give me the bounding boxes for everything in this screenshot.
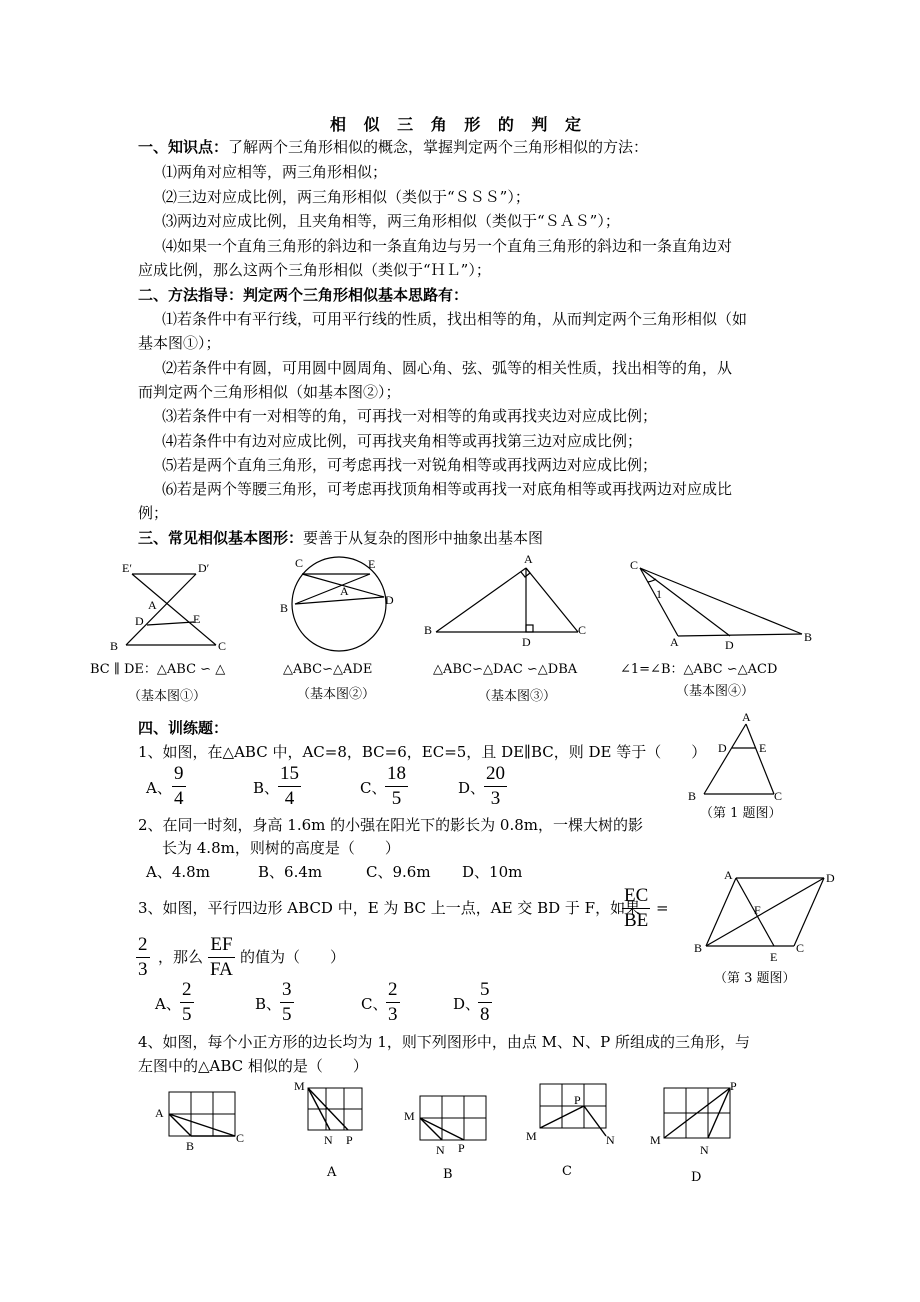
fig1-label-d-prime: D′ xyxy=(198,561,210,575)
q3-fraction-ec-be xyxy=(622,886,650,931)
fig3-label-d: D xyxy=(522,635,531,649)
fig1-label-b: B xyxy=(110,639,119,653)
q4-choice-b-grid[interactable] xyxy=(400,1090,500,1160)
q3-label-d: D xyxy=(826,871,835,885)
fig4-label-one: 1 xyxy=(656,587,662,601)
q4-choice-c-label: C xyxy=(562,1164,572,1179)
q1-option-d-label: D、 xyxy=(458,779,486,797)
section1-item: ⑴两角对应相等，两三角形相似； xyxy=(162,163,388,181)
q3-fraction-ef-fa-den: FA xyxy=(210,959,233,980)
section1-item: ⑵三边对应成比例，两三角形相似（类似于“ＳＳＳ”）； xyxy=(162,188,530,206)
fig1-caption: BC ∥ DE：△ABC ∽ △ xyxy=(90,662,226,677)
q3-label-a: A xyxy=(724,868,733,882)
section1-item: ⑶两边对应成比例，且夹角相等，两三角形相似（类似于“ＳＡＳ”）； xyxy=(162,212,620,230)
fig1-label-e-prime: E′ xyxy=(122,561,132,575)
q1-option-c-den: 5 xyxy=(391,788,402,809)
q3-option-d-num: 5 xyxy=(478,980,492,1003)
q3-equals: = xyxy=(656,899,669,917)
q2-option-b: B、6.4m xyxy=(258,863,323,881)
q3-option-b-den: 5 xyxy=(282,1004,292,1025)
q1-option-b-num: 15 xyxy=(278,764,301,787)
q3-option-a-fraction xyxy=(180,980,194,1025)
fig4-name: （基本图④） xyxy=(676,684,755,699)
q4-d-label-p: P xyxy=(730,1080,737,1093)
basic-figure-3 xyxy=(418,550,598,650)
basic-figure-2 xyxy=(272,552,402,662)
q1-label-b: B xyxy=(688,789,697,803)
section2-item: ⑴若条件中有平行线，可用平行线的性质，找出相等的角，从而判定两个三角形相似（如 xyxy=(162,310,748,328)
q3-stem2: ，那么 xyxy=(158,948,204,966)
q4-choice-d-label: D xyxy=(691,1170,702,1185)
q4-a-label-p: P xyxy=(346,1133,353,1147)
page-title: 相 似 三 角 形 的 判 定 xyxy=(330,115,587,134)
q1-label-c: C xyxy=(774,789,783,803)
fig4-label-d: D xyxy=(725,638,734,652)
q4-left-label-c: C xyxy=(236,1131,245,1145)
q4-line2: 左图中的△ABC 相似的是（ ） xyxy=(138,1057,368,1075)
q4-b-label-m: M xyxy=(404,1109,415,1123)
q4-choice-a-label: A xyxy=(327,1165,337,1180)
q3-label-b: B xyxy=(694,941,703,955)
q4-choice-a-grid[interactable] xyxy=(290,1076,380,1156)
q3-label-e: E xyxy=(770,950,778,964)
fig3-caption: △ABC∽△DAC ∽△DBA xyxy=(433,662,578,677)
q1-option-b-fraction xyxy=(278,764,301,809)
q4-d-label-n: N xyxy=(700,1143,709,1157)
fig3-label-b: B xyxy=(424,623,433,637)
fig3-label-c: C xyxy=(578,623,587,637)
q2-option-a: A、4.8m xyxy=(146,863,210,881)
q3-fraction-given-den: 3 xyxy=(138,959,148,980)
q3-option-c-num: 2 xyxy=(386,980,400,1003)
q1-label-a: A xyxy=(742,710,751,724)
section3-intro: 要善于从复杂的图形中抽象出基本图 xyxy=(303,529,544,547)
q3-label-f: F xyxy=(754,903,761,917)
q3-option-d-den: 8 xyxy=(480,1004,490,1025)
q1-option-a-den: 4 xyxy=(174,788,184,809)
q4-b-label-n: N xyxy=(436,1143,445,1157)
q1-option-d-num: 20 xyxy=(484,764,507,787)
q1-option-d-fraction xyxy=(484,764,507,809)
q3-fraction-ec-be-den: BE xyxy=(624,910,649,931)
q3-option-c-fraction xyxy=(386,980,400,1025)
q3-figure xyxy=(690,866,850,966)
q3-figure-caption: （第 3 题图） xyxy=(714,971,796,986)
section2-item: 基本图①）； xyxy=(138,334,221,352)
q3-stem3: 的值为（ ） xyxy=(240,948,346,966)
q1-label-e: E xyxy=(759,741,767,755)
q3-option-a-label: A、 xyxy=(155,995,181,1013)
q3-option-d-fraction xyxy=(478,980,492,1025)
q4-left-label-a: A xyxy=(155,1106,164,1120)
fig2-label-b: B xyxy=(280,601,289,615)
q2-line1: 2、在同一时刻，身高 1.6m 的小强在阳光下的影长为 0.8m，一棵大树的影 xyxy=(138,816,644,834)
fig2-label-a: A xyxy=(340,584,349,598)
q1-option-a-num: 9 xyxy=(172,764,186,787)
fig4-label-a: A xyxy=(670,635,679,649)
fig4-caption: ∠1=∠B：△ABC ∽△ACD xyxy=(620,662,778,677)
q2-option-d: D、10m xyxy=(462,863,523,881)
q4-choice-b-label: B xyxy=(443,1167,453,1182)
q1-option-b-label: B、 xyxy=(253,779,280,797)
q4-a-label-m: M xyxy=(294,1079,305,1093)
q1-figure-caption: （第 1 题图） xyxy=(700,806,782,821)
section2-item: ⑶若条件中有一对相等的角，可再找一对相等的角或再找夹边对应成比例； xyxy=(162,407,658,425)
section2-heading: 二、方法指导：判定两个三角形相似基本思路有： xyxy=(138,286,469,304)
q3-option-c-den: 3 xyxy=(388,1004,398,1025)
q1-option-a-fraction xyxy=(172,764,186,809)
q3-fraction-given xyxy=(136,935,150,980)
section2-item: ⑸若是两个直角三角形，可考虑再找一对锐角相等或再找两边对应成比例； xyxy=(162,456,658,474)
section3-line xyxy=(138,528,543,548)
q3-option-a-den: 5 xyxy=(182,1004,192,1025)
q3-option-c-label: C、 xyxy=(361,995,388,1013)
section1-item: ⑷如果一个直角三角形的斜边和一条直角边与另一个直角三角形的斜边和一条直角边对 xyxy=(162,237,733,255)
q1-option-c-num: 18 xyxy=(385,764,408,787)
q4-left-grid xyxy=(150,1082,260,1154)
fig3-name: （基本图③） xyxy=(478,689,557,704)
q3-fraction-ec-be-num: EC xyxy=(622,886,650,909)
q4-c-label-m: M xyxy=(526,1129,537,1143)
section2-item: 而判定两个三角形相似（如基本图②）； xyxy=(138,383,401,401)
q4-c-label-n: N xyxy=(606,1133,615,1147)
q1-label-d: D xyxy=(718,741,727,755)
fig1-label-e: E xyxy=(193,612,201,626)
fig1-label-a: A xyxy=(148,598,157,612)
fig2-name: （基本图②） xyxy=(297,687,376,702)
q3-option-a-num: 2 xyxy=(180,980,194,1003)
q4-choice-d-grid[interactable] xyxy=(646,1080,746,1160)
q1-option-b-den: 4 xyxy=(284,788,295,809)
q3-option-b-fraction xyxy=(280,980,294,1025)
q1-option-d-den: 3 xyxy=(490,788,501,809)
q1-option-c-fraction xyxy=(385,764,408,809)
q3-label-c: C xyxy=(796,941,805,955)
fig2-caption: △ABC∽△ADE xyxy=(283,662,373,677)
q3-stem: 3、如图，平行四边形 ABCD 中，E 为 BC 上一点，AE 交 BD 于 F，如果 xyxy=(138,899,641,917)
q4-a-label-n: N xyxy=(324,1133,333,1147)
section4-heading: 四、训练题： xyxy=(138,719,229,737)
q2-line2: 长为 4.8m，则树的高度是（ ） xyxy=(162,839,400,857)
section3-heading: 三、常见相似基本图形： xyxy=(138,529,304,547)
section1-item: 应成比例，那么这两个三角形相似（类似于“ＨＬ”）； xyxy=(138,261,491,279)
q3-option-b-label: B、 xyxy=(255,995,282,1013)
q1-option-a-label: A、 xyxy=(146,779,172,797)
q3-option-d-label: D、 xyxy=(453,995,481,1013)
basic-figure-1 xyxy=(100,560,240,660)
q1-figure xyxy=(680,708,790,804)
q2-option-c: C、9.6m xyxy=(366,863,431,881)
fig1-label-d: D xyxy=(135,614,144,628)
q3-fraction-given-num: 2 xyxy=(136,935,150,958)
q4-d-label-m: M xyxy=(650,1133,661,1147)
q1-stem: 1、如图，在△ABC 中，AC=8，BC=6，EC=5，且 DE∥BC，则 DE 等于（ ） xyxy=(138,743,707,761)
fig3-label-a: A xyxy=(524,552,533,566)
q4-b-label-p: P xyxy=(458,1141,465,1155)
q4-choice-c-grid[interactable] xyxy=(520,1076,630,1156)
fig4-label-c: C xyxy=(630,558,639,572)
q4-c-label-p: P xyxy=(574,1093,581,1107)
section2-item: 例； xyxy=(138,504,169,522)
basic-figure-4 xyxy=(620,558,820,653)
fig1-name: （基本图①） xyxy=(128,689,207,704)
q4-line1: 4、如图，每个小正方形的边长均为 1，则下列图形中，由点 M、N、P 所组成的三角形，与 xyxy=(138,1033,750,1051)
q1-option-c-label: C、 xyxy=(360,779,387,797)
q4-left-label-b: B xyxy=(186,1139,195,1153)
fig4-label-b: B xyxy=(804,630,813,644)
section1-intro: 了解两个三角形相似的概念，掌握判定两个三角形相似的方法： xyxy=(228,138,649,156)
section2-item: ⑹若是两个等腰三角形，可考虑再找顶角相等或再找一对底角相等或再找两边对应成比 xyxy=(162,480,733,498)
q3-option-b-num: 3 xyxy=(280,980,294,1003)
section2-item: ⑷若条件中有边对应成比例，可再找夹角相等或再找第三边对应成比例； xyxy=(162,432,643,450)
fig2-label-d: D xyxy=(385,593,394,607)
section1-line xyxy=(138,137,648,157)
q3-fraction-ef-fa-num: EF xyxy=(208,935,234,958)
fig2-label-e: E xyxy=(368,557,376,571)
q3-fraction-ef-fa xyxy=(208,935,235,980)
fig2-label-c: C xyxy=(295,556,304,570)
section1-heading: 一、知识点： xyxy=(138,138,229,156)
fig1-label-c: C xyxy=(218,639,227,653)
section2-item: ⑵若条件中有圆，可用圆中圆周角、圆心角、弦、弧等的相关性质，找出相等的角，从 xyxy=(162,359,733,377)
